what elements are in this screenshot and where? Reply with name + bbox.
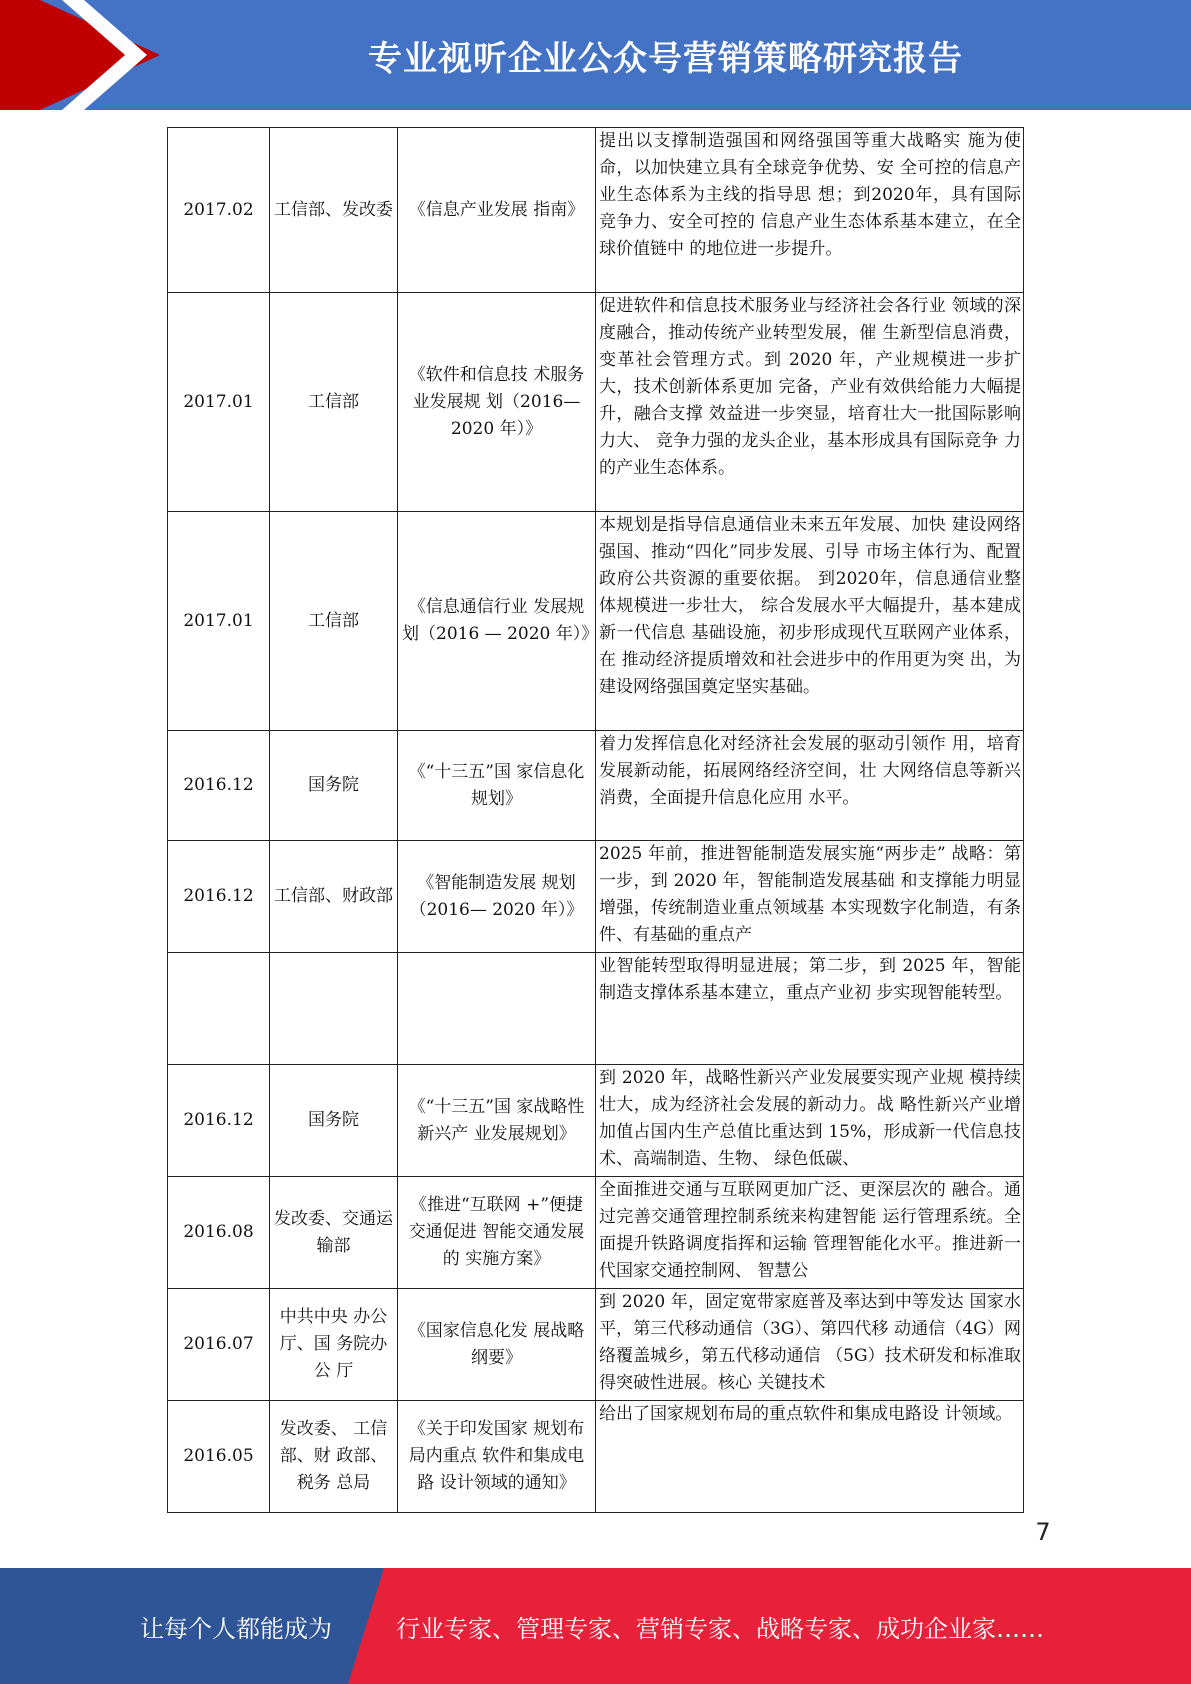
cell-policy-name: 《信息产业发展 指南》 (398, 128, 596, 293)
cell-date: 2016.07 (168, 1289, 270, 1401)
cell-policy-name: 《“十三五”国 家信息化规划》 (398, 731, 596, 841)
page-header (0, 0, 1191, 110)
header-chevron-icon (62, 0, 152, 110)
cell-description: 给出了国家规划布局的重点软件和集成电路设 计领域。 (596, 1401, 1024, 1513)
cell-department: 发改委、 工信部、财 政部、税务 总局 (270, 1401, 398, 1513)
cell-date: 2016.12 (168, 841, 270, 953)
header-red-block (0, 0, 40, 110)
footer-slogan-left: 让每个人都能成为 (140, 1614, 332, 1643)
cell-department: 国务院 (270, 1065, 398, 1177)
cell-date: 2016.12 (168, 1065, 270, 1177)
page-footer (0, 1568, 1191, 1684)
cell-description: 到 2020 年，固定宽带家庭普及率达到中等发达 国家水平，第三代移动通信（3G）、第四代移 动通信（4G）网络覆盖城乡，第五代移动通信 （5G）技术研发和标准取得突破性进展。核心 关键技术 (596, 1289, 1024, 1401)
cell-description: 提出以支撑制造强国和网络强国等重大战略实 施为使命，以加快建立具有全球竞争优势、安 全可控的信息产业生态体系为主线的指导思 想；到2020年，具有国际竞争力、安全可控的 信息产业生态体系基本建立，在全球价值链中 的地位进一步提升。 (596, 128, 1024, 293)
footer-slogan-right: 行业专家、管理专家、营销专家、战略专家、成功企业家…… (396, 1614, 1044, 1643)
table-row (168, 293, 1024, 512)
cell-policy-name: 《国家信息化发 展战略纲要》 (398, 1289, 596, 1401)
cell-department: 工信部 (270, 512, 398, 731)
table-row (168, 953, 1024, 1065)
cell-description: 业智能转型取得明显进展；第二步，到 2025 年，智能制造支撑体系基本建立，重点产业初 步实现智能转型。 (596, 953, 1024, 1065)
cell-description: 着力发挥信息化对经济社会发展的驱动引领作 用，培育发展新动能，拓展网络经济空间，壮 大网络信息等新兴消费，全面提升信息化应用 水平。 (596, 731, 1024, 841)
cell-date: 2017.02 (168, 128, 270, 293)
cell-department: 中共中央 办公厅、国 务院办公 厅 (270, 1289, 398, 1401)
cell-department: 发改委、交通运输部 (270, 1177, 398, 1289)
cell-policy-name (398, 953, 596, 1065)
page-title: 专业视听企业公众号营销策略研究报告 (368, 38, 963, 79)
cell-date: 2017.01 (168, 293, 270, 512)
cell-policy-name: 《“十三五”国 家战略性新兴产 业发展规划》 (398, 1065, 596, 1177)
cell-policy-name: 《信息通信行业 发展规划（2016 — 2020 年）》 (398, 512, 596, 731)
table-row (168, 731, 1024, 841)
table-row (168, 1289, 1024, 1401)
table-row (168, 1401, 1024, 1513)
cell-department: 工信部 (270, 293, 398, 512)
cell-department: 国务院 (270, 731, 398, 841)
cell-description: 促进软件和信息技术服务业与经济社会各行业 领域的深度融合，推动传统产业转型发展，催 生新型信息消费，变革社会管理方式。到 2020 年，产业规模进一步扩大，技术创新体系更加 完备，产业有效供给能力大幅提升，融合支撑 效益进一步突显，培育壮大一批国际影响力大、 竞争力强的龙头企业，基本形成具有国际竞争 力的产业生态体系。 (596, 293, 1024, 512)
policy-table-container (167, 127, 1024, 1513)
cell-policy-name: 《推进“互联网 +”便捷交通促进 智能交通发展的 实施方案》 (398, 1177, 596, 1289)
cell-description: 2025 年前，推进智能制造发展实施“两步走” 战略：第一步，到 2020 年，智能制造发展基础 和支撑能力明显增强，传统制造业重点领域基 本实现数字化制造，有条件、有基础的重点产 (596, 841, 1024, 953)
cell-description: 本规划是指导信息通信业未来五年发展、加快 建设网络强国、推动“四化”同步发展、引导 市场主体行为、配置政府公共资源的重要依据。 到2020年，信息通信业整体规模进一步壮大， 综合发展水平大幅提升，基本建成新一代信息 基础设施，初步形成现代互联网产业体系，在 推动经济提质增效和社会进步中的作用更为突 出，为建设网络强国奠定坚实基础。 (596, 512, 1024, 731)
cell-policy-name: 《软件和信息技 术服务业发展规 划（2016— 2020 年）》 (398, 293, 596, 512)
cell-date: 2016.05 (168, 1401, 270, 1513)
table-row (168, 1177, 1024, 1289)
cell-department: 工信部、财政部 (270, 841, 398, 953)
cell-date: 2017.01 (168, 512, 270, 731)
cell-date: 2016.08 (168, 1177, 270, 1289)
table-row (168, 512, 1024, 731)
cell-date: 2016.12 (168, 731, 270, 841)
page-number: 7 (1035, 1518, 1051, 1546)
table-row (168, 128, 1024, 293)
table-row (168, 841, 1024, 953)
cell-department: 工信部、发改委 (270, 128, 398, 293)
policy-table (167, 127, 1024, 1513)
cell-policy-name: 《智能制造发展 规划（2016— 2020 年）》 (398, 841, 596, 953)
table-row (168, 1065, 1024, 1177)
cell-policy-name: 《关于印发国家 规划布局内重点 软件和集成电路 设计领域的通知》 (398, 1401, 596, 1513)
cell-date (168, 953, 270, 1065)
cell-department (270, 953, 398, 1065)
cell-description: 到 2020 年，战略性新兴产业发展要实现产业规 模持续壮大，成为经济社会发展的新动力。战 略性新兴产业增加值占国内生产总值比重达到 15%，形成新一代信息技术、高端制造、生物、 绿色低碳、 (596, 1065, 1024, 1177)
cell-description: 全面推进交通与互联网更加广泛、更深层次的 融合。通过完善交通管理控制系统来构建智能 运行管理系统。全面提升铁路调度指挥和运输 管理智能化水平。推进新一代国家交通控制网、 智慧公 (596, 1177, 1024, 1289)
